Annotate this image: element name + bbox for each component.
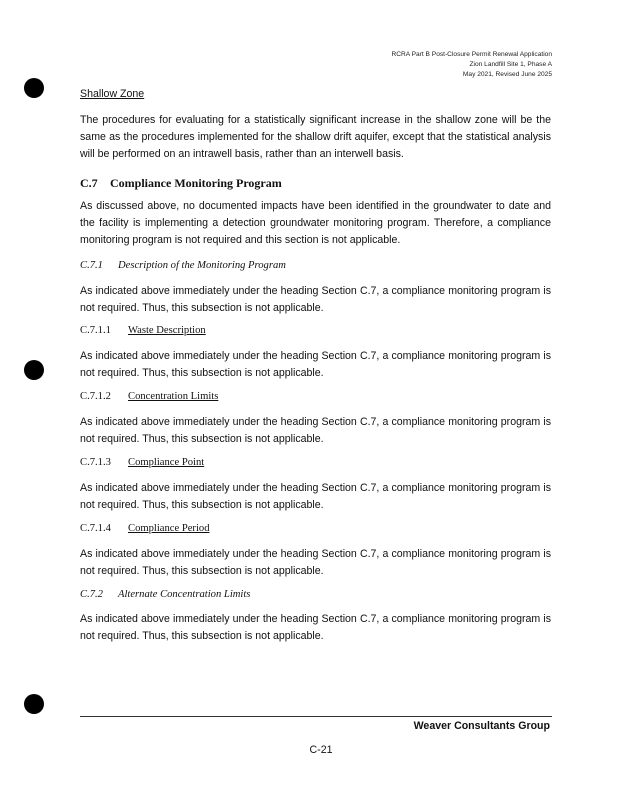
- section-c714-paragraph: As indicated above immediately under the heading Section C.7, a compliance monitoring program is not required. Thus, this subsection is not applicable.: [80, 548, 551, 577]
- page-header: [391, 50, 552, 80]
- section-c712-paragraph: As indicated above immediately under the heading Section C.7, a compliance monitoring program is not required. Thus, this subsection is not applicable.: [80, 416, 551, 445]
- section-c72-paragraph: As indicated above immediately under the heading Section C.7, a compliance monitoring program is not required. Thus, this subsection is not applicable.: [80, 613, 551, 642]
- section-c713-paragraph: As indicated above immediately under the heading Section C.7, a compliance monitoring program is not required. Thus, this subsection is not applicable.: [80, 482, 551, 511]
- binder-hole-bottom: [24, 694, 44, 714]
- header-line-2: Zion Landfill Site 1, Phase A: [469, 61, 552, 68]
- section-title: Compliance Point: [128, 457, 205, 468]
- section-number: C.7.1.4: [80, 523, 111, 534]
- section-c7-paragraph: As discussed above, no documented impacts have been identified in the groundwater to date and the facility is implementing a detection groundwater monitoring program. Therefore, a compliance monitoring program is not required and this section is not applicable.: [80, 200, 551, 246]
- section-title: Waste Description: [128, 325, 206, 336]
- section-title: Compliance Monitoring Program: [110, 176, 282, 190]
- section-title: Compliance Period: [128, 523, 210, 534]
- section-c72-heading: [80, 589, 250, 600]
- section-c7-heading: [80, 176, 282, 191]
- section-title: Description of the Monitoring Program: [118, 260, 286, 271]
- binder-hole-middle: [24, 360, 44, 380]
- section-number: C.7.1: [80, 260, 103, 271]
- section-number: C.7: [80, 176, 98, 190]
- header-line-3: May 2021, Revised June 2025: [462, 71, 552, 78]
- section-c712-heading: [80, 391, 218, 402]
- section-c711-paragraph: As indicated above immediately under the heading Section C.7, a compliance monitoring program is not required. Thus, this subsection is not applicable.: [80, 350, 551, 379]
- shallow-zone-heading: Shallow Zone: [80, 88, 145, 100]
- section-number: C.7.1.3: [80, 457, 111, 468]
- section-c714-heading: [80, 523, 210, 534]
- section-number: C.7.1.2: [80, 391, 111, 402]
- section-c713-heading: [80, 457, 204, 468]
- section-c71-paragraph: As indicated above immediately under the heading Section C.7, a compliance monitoring program is not required. Thus, this subsection is not applicable.: [80, 285, 551, 314]
- section-title: Concentration Limits: [128, 391, 219, 402]
- header-line-1: RCRA Part B Post-Closure Permit Renewal Application: [391, 51, 552, 58]
- footer-company: Weaver Consultants Group: [413, 720, 550, 732]
- page-number: C-21: [309, 744, 333, 756]
- section-c711-heading: [80, 325, 206, 336]
- section-number: C.7.1.1: [80, 325, 111, 336]
- shallow-zone-paragraph: The procedures for evaluating for a statistically significant increase in the shallow zone will be the same as the procedures implemented for the shallow drift aquifer, except that the statistical analysis will be performed on an intrawell basis, rather than an interwell basis.: [80, 114, 551, 160]
- section-c71-heading: [80, 260, 286, 271]
- section-number: C.7.2: [80, 589, 103, 600]
- section-title: Alternate Concentration Limits: [118, 589, 251, 600]
- footer-rule: [80, 716, 552, 717]
- binder-hole-top: [24, 78, 44, 98]
